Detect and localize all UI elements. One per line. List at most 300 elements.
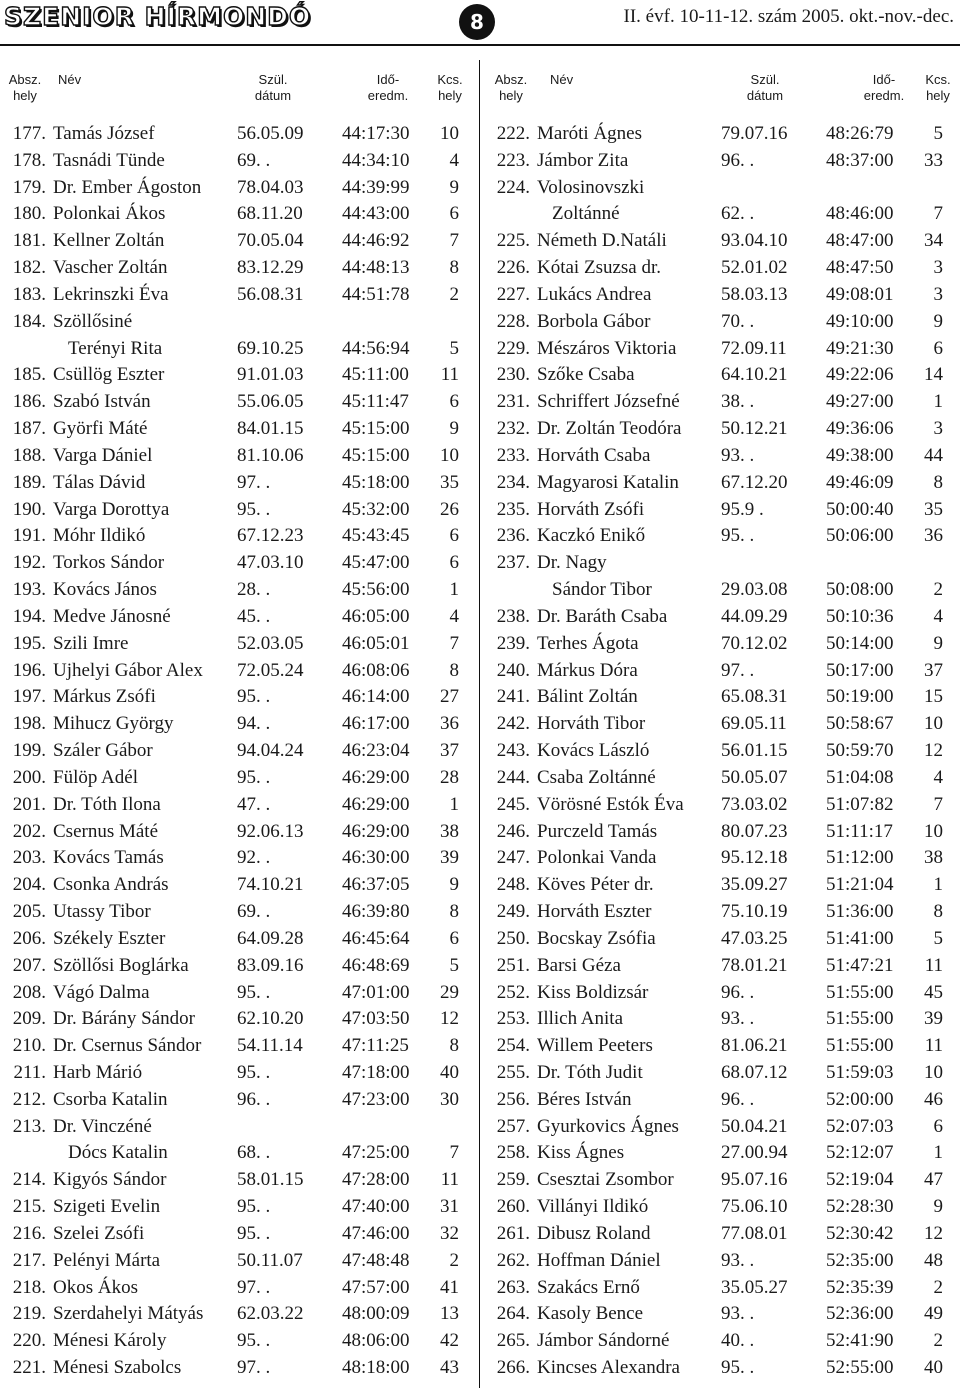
row-birth-date: 93. . [721,1303,755,1325]
table-row [0,1301,476,1328]
table-row [484,550,960,577]
row-name: Varga Dániel [53,444,153,466]
row-name: Kasoly Bence [537,1303,644,1325]
column-header-category-place: Kcs. hely [437,72,463,103]
row-birth-date: 58.01.15 [237,1169,304,1191]
row-birth-date: 64.09.28 [237,927,304,949]
row-category-place: 6 [933,1115,943,1137]
table-row [484,523,960,550]
column-header-time: Idő- eredm. [367,72,409,103]
row-category-place: 7 [449,1142,459,1164]
row-birth-date: 70.12.02 [721,632,788,654]
row-name: Dr. Tóth Ilona [53,793,161,815]
row-birth-date: 91.01.03 [237,364,304,386]
row-place: 223. [496,149,530,171]
row-category-place: 10 [440,444,459,466]
row-category-place: 5 [449,954,459,976]
table-row [484,1006,960,1033]
row-birth-date: 50.05.07 [721,766,788,788]
row-name: Pelényi Márta [53,1249,161,1271]
row-name: Györfi Máté [53,418,148,440]
table-row [484,658,960,685]
row-time: 51:07:82 [826,793,894,815]
row-place: 231. [496,391,530,413]
row-name: Varga Dorottya [53,498,170,520]
row-place: 256. [496,1088,530,1110]
row-name: Lukács Andrea [537,283,652,305]
row-birth-date: 78.01.21 [721,954,788,976]
row-category-place: 32 [440,1222,459,1244]
row-name: Terhes Ágota [537,632,639,654]
row-time: 46:29:00 [342,766,410,788]
row-place: 178. [12,149,46,171]
row-birth-date: 77.08.01 [721,1222,788,1244]
row-place: 196. [12,659,46,681]
row-name: Maróti Ágnes [537,123,643,144]
row-birth-date: 97. . [237,471,271,493]
row-name: Vörösné Estók Éva [537,793,684,815]
row-time: 46:29:00 [342,820,410,842]
row-birth-date: 97. . [237,1357,271,1379]
row-place: 195. [12,632,46,654]
row-place: 200. [12,766,46,788]
row-time: 47:25:00 [342,1142,410,1164]
row-birth-date: 28. . [237,579,271,601]
row-category-place: 47 [924,1169,943,1191]
row-category-place: 33 [924,149,943,171]
row-category-place: 8 [933,471,943,493]
row-category-place: 46 [924,1088,943,1110]
row-name: Kovács János [53,579,157,601]
row-name: Csorba Katalin [53,1088,168,1110]
row-name: Vascher Zoltán [53,257,168,279]
row-birth-date: 72.05.24 [237,659,304,681]
table-row [0,1087,476,1114]
row-place: 216. [12,1222,46,1244]
table-row [484,819,960,846]
table-row [484,255,960,282]
row-time: 45:43:45 [342,525,410,547]
row-time: 47:01:00 [342,981,410,1003]
row-time: 45:11:47 [342,391,409,413]
row-birth-date: 67.12.20 [721,471,788,493]
row-category-place: 11 [924,954,943,976]
row-time: 49:21:30 [826,337,894,359]
column-divider [479,60,480,1388]
row-place: 248. [496,874,530,896]
results-table-left [0,121,476,1382]
row-category-place: 3 [933,257,943,279]
row-category-place: 39 [440,847,459,869]
row-name: Horváth Csaba [537,444,651,466]
page-number-badge: 8 [459,4,495,40]
row-time: 51:41:00 [826,927,894,949]
header-rule [0,44,960,46]
row-time: 48:46:00 [826,203,894,225]
row-place: 221. [12,1357,46,1379]
row-name: Bocskay Zsófia [537,927,656,949]
row-birth-date: 47.03.25 [721,927,788,949]
row-place: 205. [12,901,46,923]
table-row [484,443,960,470]
row-category-place: 10 [924,1061,943,1083]
row-time: 45:32:00 [342,498,410,520]
row-birth-date: 79.07.16 [721,123,788,144]
row-category-place: 10 [440,123,459,144]
row-time: 49:46:09 [826,471,894,493]
row-birth-date: 95. . [237,1196,271,1218]
row-name: Zoltánné [552,203,620,225]
row-time: 46:45:64 [342,927,410,949]
table-row [484,470,960,497]
row-time: 51:04:08 [826,766,894,788]
row-category-place: 9 [449,874,459,896]
masthead-title: SZENIOR HÍRMONDÓ [4,2,312,31]
row-category-place: 42 [440,1330,459,1352]
table-row [484,1275,960,1302]
row-name: Torkos Sándor [53,552,165,574]
row-place: 245. [496,793,530,815]
row-place: 255. [496,1061,530,1083]
row-name: Köves Péter dr. [537,874,654,896]
table-row [0,497,476,524]
row-name: Mészáros Viktoria [537,337,677,359]
row-category-place: 39 [924,1008,943,1030]
row-name: Tamás József [53,123,155,144]
row-birth-date: 95. . [721,525,755,547]
row-name: Bálint Zoltán [537,686,638,708]
row-name: Dibusz Roland [537,1222,651,1244]
row-place: 244. [496,766,530,788]
table-row [0,1167,476,1194]
row-birth-date: 92.06.13 [237,820,304,842]
table-row [0,309,476,336]
row-place: 189. [12,471,46,493]
table-row [484,497,960,524]
row-place: 215. [12,1196,46,1218]
table-row [0,872,476,899]
row-name: Szőke Csaba [537,364,635,386]
row-category-place: 6 [449,525,459,547]
table-row [484,1033,960,1060]
table-row [0,175,476,202]
row-category-place: 38 [924,847,943,869]
row-birth-date: 96. . [721,981,755,1003]
row-time: 48:37:00 [826,149,894,171]
row-name: Kaczkó Enikő [537,525,646,547]
row-place: 210. [12,1035,46,1057]
row-time: 46:29:00 [342,793,410,815]
row-time: 44:46:92 [342,230,410,252]
table-row [484,631,960,658]
row-category-place: 29 [440,981,459,1003]
row-name: Hoffman Dániel [537,1249,661,1271]
row-category-place: 34 [924,230,943,252]
row-place: 222. [496,123,530,144]
table-row [484,926,960,953]
row-category-place: 12 [924,1222,943,1244]
row-birth-date: 94. . [237,713,271,735]
row-category-place: 31 [440,1196,459,1218]
row-category-place: 1 [933,1142,943,1164]
table-row [0,470,476,497]
row-category-place: 4 [449,149,459,171]
row-birth-date: 35.05.27 [721,1276,788,1298]
row-category-place: 11 [924,1035,943,1057]
row-time: 46:30:00 [342,847,410,869]
row-place: 259. [496,1169,530,1191]
row-category-place: 14 [924,364,943,386]
row-birth-date: 50.12.21 [721,418,788,440]
row-place: 264. [496,1303,530,1325]
row-category-place: 5 [933,927,943,949]
row-category-place: 2 [933,579,943,601]
row-time: 47:28:00 [342,1169,410,1191]
row-time: 48:47:00 [826,230,894,252]
row-name: Terényi Rita [68,337,163,359]
row-place: 260. [496,1196,530,1218]
row-time: 46:14:00 [342,686,410,708]
row-name: Székely Eszter [53,927,166,949]
row-time: 49:22:06 [826,364,894,386]
row-place: 258. [496,1142,530,1164]
row-category-place: 11 [440,364,459,386]
row-category-place: 40 [924,1357,943,1379]
row-category-place: 36 [924,525,943,547]
row-category-place: 2 [449,1249,459,1271]
row-place: 249. [496,901,530,923]
table-row [484,175,960,202]
row-time: 52:12:07 [826,1142,894,1164]
row-place: 229. [496,337,530,359]
row-place: 179. [12,176,46,198]
row-time: 50:14:00 [826,632,894,654]
row-category-place: 15 [924,686,943,708]
table-row [484,389,960,416]
row-time: 47:03:50 [342,1008,410,1030]
row-time: 48:06:00 [342,1330,410,1352]
row-name: Szelei Zsófi [53,1222,145,1244]
row-place: 238. [496,605,530,627]
row-time: 45:18:00 [342,471,410,493]
table-row [0,148,476,175]
row-birth-date: 95.9 . [721,498,764,520]
row-category-place: 48 [924,1249,943,1271]
row-category-place: 28 [440,766,459,788]
row-name: Szöllősiné [53,310,133,332]
row-category-place: 41 [440,1276,459,1298]
row-place: 253. [496,1008,530,1030]
row-name: Vágó Dalma [53,981,150,1003]
row-birth-date: 68.07.12 [721,1061,788,1083]
row-place: 213. [12,1115,46,1137]
row-birth-date: 95. . [237,981,271,1003]
row-name: Béres István [537,1088,632,1110]
row-category-place: 4 [933,766,943,788]
row-place: 186. [12,391,46,413]
row-time: 45:56:00 [342,579,410,601]
table-row [0,1355,476,1382]
row-category-place: 37 [440,740,459,762]
row-name: Dr. Zoltán Teodóra [537,418,682,440]
row-time: 51:36:00 [826,901,894,923]
table-row [0,765,476,792]
row-category-place: 6 [449,552,459,574]
row-name: Szigeti Evelin [53,1196,161,1218]
table-row [484,362,960,389]
table-row [484,336,960,363]
row-birth-date: 93. . [721,444,755,466]
row-place: 184. [12,310,46,332]
row-name: Horváth Tibor [537,713,646,735]
row-name: Csesztai Zsombor [537,1169,674,1191]
row-time: 44:48:13 [342,257,410,279]
table-row [484,1060,960,1087]
table-row [484,148,960,175]
row-time: 46:37:05 [342,874,410,896]
row-time: 47:18:00 [342,1061,410,1083]
table-row [484,1087,960,1114]
row-category-place: 7 [449,632,459,654]
row-place: 208. [12,981,46,1003]
table-row [484,121,960,148]
row-name: Dr. Tóth Judit [537,1061,643,1083]
row-place: 192. [12,552,46,574]
page-header [0,0,960,44]
row-time: 50:59:70 [826,740,894,762]
row-name: Dr. Vinczéné [53,1115,152,1137]
row-time: 46:48:69 [342,954,410,976]
table-row [484,201,960,228]
row-name: Ujhelyi Gábor Alex [53,659,203,681]
row-place: 234. [496,471,530,493]
table-row [0,684,476,711]
row-name: Ménesi Károly [53,1330,167,1352]
row-category-place: 11 [440,1169,459,1191]
row-name: Kincses Alexandra [537,1357,680,1379]
table-row [0,1140,476,1167]
row-name: Schriffert Józsefné [537,391,680,413]
row-time: 50:08:00 [826,579,894,601]
row-place: 185. [12,364,46,386]
row-time: 48:00:09 [342,1303,410,1325]
row-place: 254. [496,1035,530,1057]
row-category-place: 3 [933,418,943,440]
column-header-place: Absz. hely [494,72,528,103]
table-row [0,550,476,577]
row-category-place: 10 [924,820,943,842]
row-time: 50:17:00 [826,659,894,681]
row-category-place: 1 [933,391,943,413]
table-row [484,282,960,309]
row-birth-date: 95. . [237,1330,271,1352]
table-row [0,255,476,282]
row-category-place: 40 [440,1061,459,1083]
row-category-place: 5 [449,337,459,359]
row-place: 224. [496,176,530,198]
column-header-time: Idő- eredm. [863,72,905,103]
row-birth-date: 64.10.21 [721,364,788,386]
row-birth-date: 97. . [237,1276,271,1298]
table-row [0,1275,476,1302]
row-place: 181. [12,230,46,252]
row-place: 242. [496,713,530,735]
row-birth-date: 70.05.04 [237,230,304,252]
table-row [0,604,476,631]
row-birth-date: 95. . [237,766,271,788]
row-place: 239. [496,632,530,654]
row-name: Illich Anita [537,1008,624,1030]
table-row [0,523,476,550]
table-row [484,1301,960,1328]
row-time: 52:07:03 [826,1115,894,1137]
row-birth-date: 95. . [721,1357,755,1379]
row-birth-date: 94.04.24 [237,740,304,762]
row-name: Csonka András [53,874,169,896]
row-place: 182. [12,257,46,279]
row-time: 51:55:00 [826,1008,894,1030]
row-birth-date: 70. . [721,310,755,332]
row-name: Medve Jánosné [53,605,171,627]
row-category-place: 35 [924,498,943,520]
row-name: Jámbor Sándorné [537,1330,670,1352]
row-time: 46:05:00 [342,605,410,627]
table-row [0,711,476,738]
row-birth-date: 95.07.16 [721,1169,788,1191]
row-category-place: 5 [933,123,943,144]
row-name: Kótai Zsuzsa dr. [537,257,662,279]
row-place: 217. [12,1249,46,1271]
row-birth-date: 62. . [721,203,755,225]
table-row [0,845,476,872]
row-time: 45:15:00 [342,444,410,466]
row-birth-date: 80.07.23 [721,820,788,842]
row-place: 220. [12,1330,46,1352]
row-time: 49:08:01 [826,283,894,305]
table-row [0,1221,476,1248]
row-name: Fülöp Adél [53,766,138,788]
row-birth-date: 35.09.27 [721,874,788,896]
row-birth-date: 69. . [237,901,271,923]
row-place: 198. [12,713,46,735]
row-category-place: 8 [449,659,459,681]
table-row [484,1221,960,1248]
row-name: Ménesi Szabolcs [53,1357,182,1379]
row-time: 51:12:00 [826,847,894,869]
row-place: 225. [496,230,530,252]
row-name: Willem Peeters [537,1035,653,1057]
row-birth-date: 55.06.05 [237,391,304,413]
row-category-place: 9 [933,1196,943,1218]
row-place: 218. [12,1276,46,1298]
row-place: 191. [12,525,46,547]
row-place: 226. [496,257,530,279]
row-birth-date: 67.12.23 [237,525,304,547]
row-name: Kovács Tamás [53,847,164,869]
row-name: Németh D.Natáli [537,230,667,252]
row-time: 45:15:00 [342,418,410,440]
column-header-place: Absz. hely [8,72,42,103]
row-birth-date: 83.09.16 [237,954,304,976]
row-birth-date: 50.04.21 [721,1115,788,1137]
row-name: Magyarosi Katalin [537,471,679,493]
row-name: Polonkai Ákos [53,203,166,225]
row-place: 187. [12,418,46,440]
row-category-place: 2 [449,283,459,305]
row-name: Tasnádi Tünde [53,149,165,171]
row-category-place: 3 [933,283,943,305]
row-place: 263. [496,1276,530,1298]
